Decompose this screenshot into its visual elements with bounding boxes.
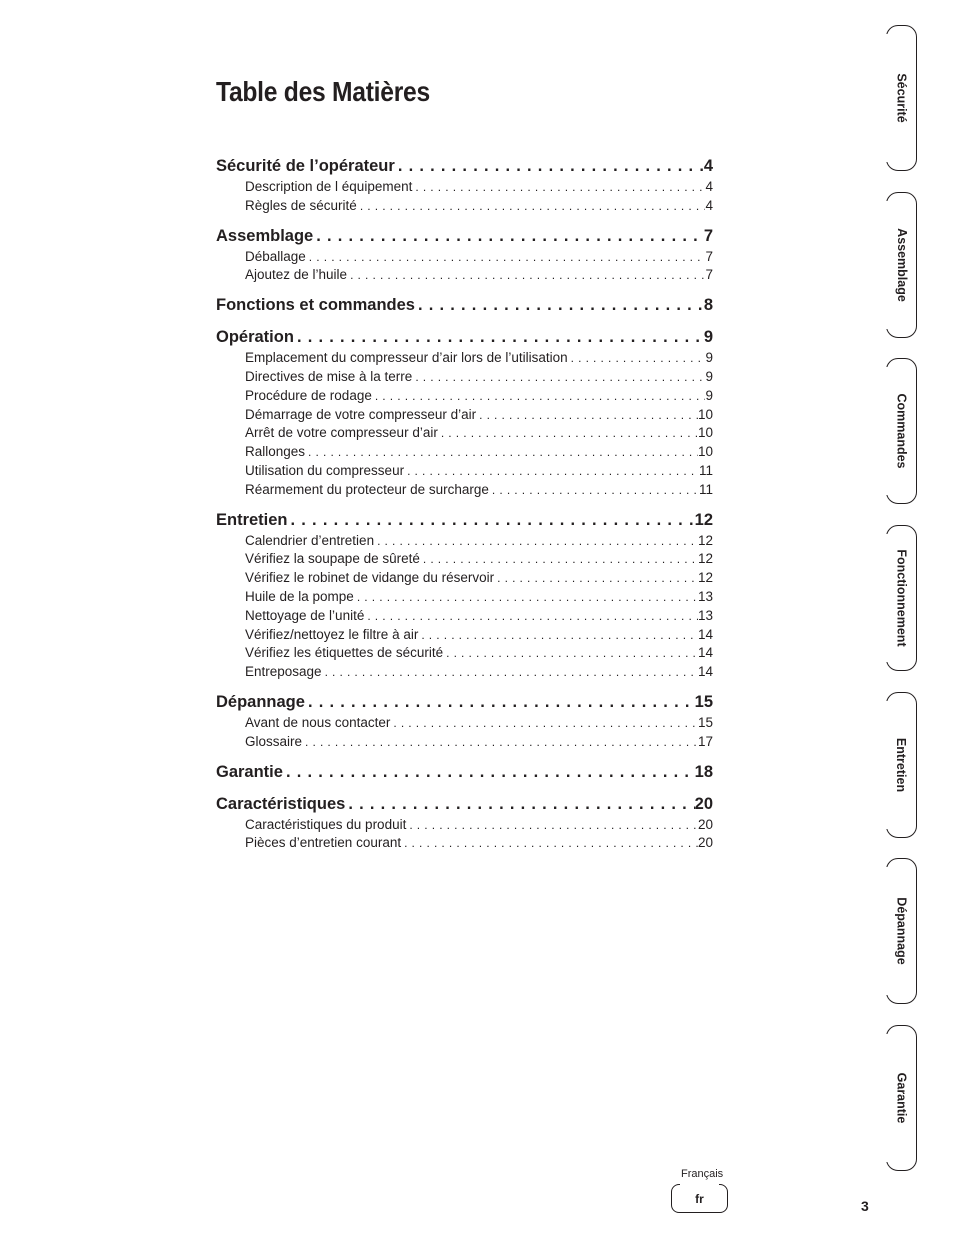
- dot-leader: [489, 481, 699, 500]
- dot-leader: [390, 714, 698, 733]
- toc-section-entry[interactable]: [216, 508, 713, 532]
- dot-leader: [494, 569, 698, 588]
- side-tab[interactable]: [886, 858, 917, 1004]
- toc-subentry-label: Glossaire: [245, 733, 302, 752]
- toc-subentry-label: Utilisation du compresseur: [245, 462, 404, 481]
- toc-subentry-label: Ajoutez de l’huile: [245, 266, 347, 285]
- toc-subentry-page: 11: [699, 481, 713, 500]
- side-tab-label: Fonctionnement: [894, 549, 909, 647]
- toc-section-entry-page: 20: [695, 792, 713, 816]
- toc-subentry-page: 9: [705, 387, 713, 406]
- toc-section-entry-label: Opération: [216, 325, 294, 349]
- side-tab[interactable]: [886, 358, 917, 504]
- dot-leader: [406, 816, 698, 835]
- side-tab-label: Sécurité: [894, 73, 909, 123]
- toc-subentry-label: Pièces d’entretien courant: [245, 834, 401, 853]
- dot-leader: [313, 224, 704, 248]
- toc-section: [216, 325, 713, 499]
- toc-section-entry-label: Caractéristiques: [216, 792, 345, 816]
- toc-section: [216, 760, 713, 784]
- language-label: Français: [681, 1168, 724, 1180]
- toc-subentry-page: 12: [698, 569, 713, 588]
- toc-subentry[interactable]: [216, 443, 713, 462]
- toc-subentry[interactable]: [216, 532, 713, 551]
- dot-leader: [357, 197, 706, 216]
- dot-leader: [420, 550, 698, 569]
- dot-leader: [476, 406, 698, 425]
- toc-subentry-label: Réarmement du protecteur de surcharge: [245, 481, 489, 500]
- toc-subentry-page: 15: [698, 714, 713, 733]
- toc-subentry-label: Déballage: [245, 248, 306, 267]
- toc-subentry-page: 7: [705, 266, 713, 285]
- toc-subentry-page: 14: [698, 644, 713, 663]
- toc-subentry[interactable]: [216, 714, 713, 733]
- dot-leader: [401, 834, 698, 853]
- dot-leader: [412, 178, 705, 197]
- toc-subentry[interactable]: [216, 607, 713, 626]
- toc-section-entry[interactable]: [216, 293, 713, 317]
- toc-subentry[interactable]: [216, 644, 713, 663]
- table-of-contents: [216, 154, 713, 861]
- toc-subentry[interactable]: [216, 424, 713, 443]
- toc-section-entry[interactable]: [216, 325, 713, 349]
- toc-subentry-page: 12: [698, 550, 713, 569]
- side-tab-label: Entretien: [894, 737, 909, 793]
- toc-subentry-page: 11: [699, 462, 713, 481]
- dot-leader: [568, 349, 706, 368]
- toc-section-entry-page: 4: [704, 154, 713, 178]
- toc-subentry-page: 4: [705, 178, 713, 197]
- toc-subentry-page: 13: [698, 607, 713, 626]
- toc-subentry[interactable]: [216, 550, 713, 569]
- toc-section: [216, 154, 713, 216]
- toc-subentry-label: Description de l équipement: [245, 178, 412, 197]
- toc-section-entry-label: Fonctions et commandes: [216, 293, 415, 317]
- toc-subentry-page: 20: [698, 834, 713, 853]
- toc-subentry-label: Avant de nous contacter: [245, 714, 390, 733]
- toc-subentry[interactable]: [216, 626, 713, 645]
- toc-section-entry-label: Assemblage: [216, 224, 313, 248]
- page-number: 3: [861, 1198, 869, 1214]
- toc-subentry-page: 9: [705, 349, 713, 368]
- toc-subentry-label: Emplacement du compresseur d’air lors de l’utilisation: [245, 349, 568, 368]
- toc-section-entry[interactable]: [216, 760, 713, 784]
- toc-subentry[interactable]: [216, 266, 713, 285]
- toc-section: [216, 792, 713, 854]
- side-tab-label: Commandes: [894, 393, 909, 469]
- side-tab[interactable]: [886, 525, 917, 671]
- dot-leader: [364, 607, 698, 626]
- toc-subentry[interactable]: [216, 178, 713, 197]
- toc-section-entry-page: 8: [704, 293, 713, 317]
- side-tab-label: Garantie: [894, 1072, 909, 1124]
- toc-section-entry[interactable]: [216, 690, 713, 714]
- toc-subentry[interactable]: [216, 663, 713, 682]
- toc-subentry-label: Vérifiez la soupape de sûreté: [245, 550, 420, 569]
- dot-leader: [283, 760, 695, 784]
- toc-subentry-page: 14: [698, 663, 713, 682]
- dot-leader: [372, 387, 706, 406]
- toc-subentry[interactable]: [216, 481, 713, 500]
- toc-subentry-label: Huile de la pompe: [245, 588, 354, 607]
- toc-section-entry-page: 7: [704, 224, 713, 248]
- dot-leader: [395, 154, 704, 178]
- toc-subentry-page: 13: [698, 588, 713, 607]
- dot-leader: [418, 626, 698, 645]
- toc-section-entry-label: Entretien: [216, 508, 288, 532]
- dot-leader: [302, 733, 698, 752]
- toc-subentry-page: 10: [698, 424, 713, 443]
- dot-leader: [412, 368, 705, 387]
- toc-section-entry-label: Dépannage: [216, 690, 305, 714]
- toc-section: [216, 224, 713, 286]
- language-code-badge: fr: [671, 1184, 728, 1213]
- toc-subentry-label: Nettoyage de l’unité: [245, 607, 364, 626]
- page-title: Table des Matières: [216, 76, 430, 107]
- toc-subentry-page: 20: [698, 816, 713, 835]
- toc-subentry-label: Règles de sécurité: [245, 197, 357, 216]
- toc-subentry[interactable]: [216, 569, 713, 588]
- side-tab-label: Dépannage: [894, 897, 909, 965]
- dot-leader: [305, 443, 698, 462]
- toc-subentry-label: Vérifiez le robinet de vidange du réservoir: [245, 569, 494, 588]
- toc-subentry[interactable]: [216, 588, 713, 607]
- toc-section-entry-label: Sécurité de l’opérateur: [216, 154, 395, 178]
- side-tab[interactable]: [886, 25, 917, 171]
- dot-leader: [322, 663, 698, 682]
- dot-leader: [438, 424, 698, 443]
- toc-subentry-label: Rallonges: [245, 443, 305, 462]
- dot-leader: [347, 266, 705, 285]
- toc-subentry-label: Procédure de rodage: [245, 387, 372, 406]
- toc-section: [216, 293, 713, 317]
- toc-subentry-page: 12: [698, 532, 713, 551]
- side-tab[interactable]: [886, 692, 917, 838]
- toc-subentry-page: 9: [705, 368, 713, 387]
- toc-subentry-label: Calendrier d’entretien: [245, 532, 374, 551]
- toc-section-entry-page: 18: [695, 760, 713, 784]
- toc-section-entry-page: 9: [704, 325, 713, 349]
- toc-section-entry-page: 15: [695, 690, 713, 714]
- toc-subentry-label: Vérifiez les étiquettes de sécurité: [245, 644, 443, 663]
- toc-subentry-label: Démarrage de votre compresseur d’air: [245, 406, 476, 425]
- toc-section: [216, 690, 713, 752]
- dot-leader: [404, 462, 699, 481]
- toc-subentry[interactable]: [216, 349, 713, 368]
- toc-subentry-page: 10: [698, 406, 713, 425]
- side-tab[interactable]: [886, 1025, 917, 1171]
- dot-leader: [354, 588, 698, 607]
- toc-subentry[interactable]: [216, 733, 713, 752]
- toc-section-entry[interactable]: [216, 224, 713, 248]
- side-tab-label: Assemblage: [894, 228, 909, 302]
- dot-leader: [374, 532, 698, 551]
- toc-section-entry[interactable]: [216, 792, 713, 816]
- dot-leader: [288, 508, 695, 532]
- toc-subentry-page: 17: [698, 733, 713, 752]
- toc-subentry[interactable]: [216, 406, 713, 425]
- toc-section-entry-page: 12: [695, 508, 713, 532]
- toc-subentry[interactable]: [216, 197, 713, 216]
- toc-subentry-label: Caractéristiques du produit: [245, 816, 406, 835]
- dot-leader: [415, 293, 704, 317]
- side-tab[interactable]: [886, 192, 917, 338]
- toc-section-entry[interactable]: [216, 154, 713, 178]
- dot-leader: [294, 325, 704, 349]
- toc-section: [216, 508, 713, 682]
- dot-leader: [443, 644, 698, 663]
- dot-leader: [306, 248, 706, 267]
- toc-subentry[interactable]: [216, 834, 713, 853]
- toc-subentry-label: Vérifiez/nettoyez le filtre à air: [245, 626, 418, 645]
- dot-leader: [305, 690, 695, 714]
- toc-subentry[interactable]: [216, 816, 713, 835]
- toc-subentry-page: 14: [698, 626, 713, 645]
- toc-subentry[interactable]: [216, 368, 713, 387]
- dot-leader: [345, 792, 694, 816]
- toc-subentry[interactable]: [216, 387, 713, 406]
- toc-subentry-page: 10: [698, 443, 713, 462]
- toc-subentry-page: 7: [705, 248, 713, 267]
- toc-subentry[interactable]: [216, 462, 713, 481]
- toc-subentry-page: 4: [705, 197, 713, 216]
- toc-subentry-label: Directives de mise à la terre: [245, 368, 412, 387]
- toc-subentry[interactable]: [216, 248, 713, 267]
- toc-subentry-label: Arrêt de votre compresseur d’air: [245, 424, 438, 443]
- toc-section-entry-label: Garantie: [216, 760, 283, 784]
- toc-subentry-label: Entreposage: [245, 663, 322, 682]
